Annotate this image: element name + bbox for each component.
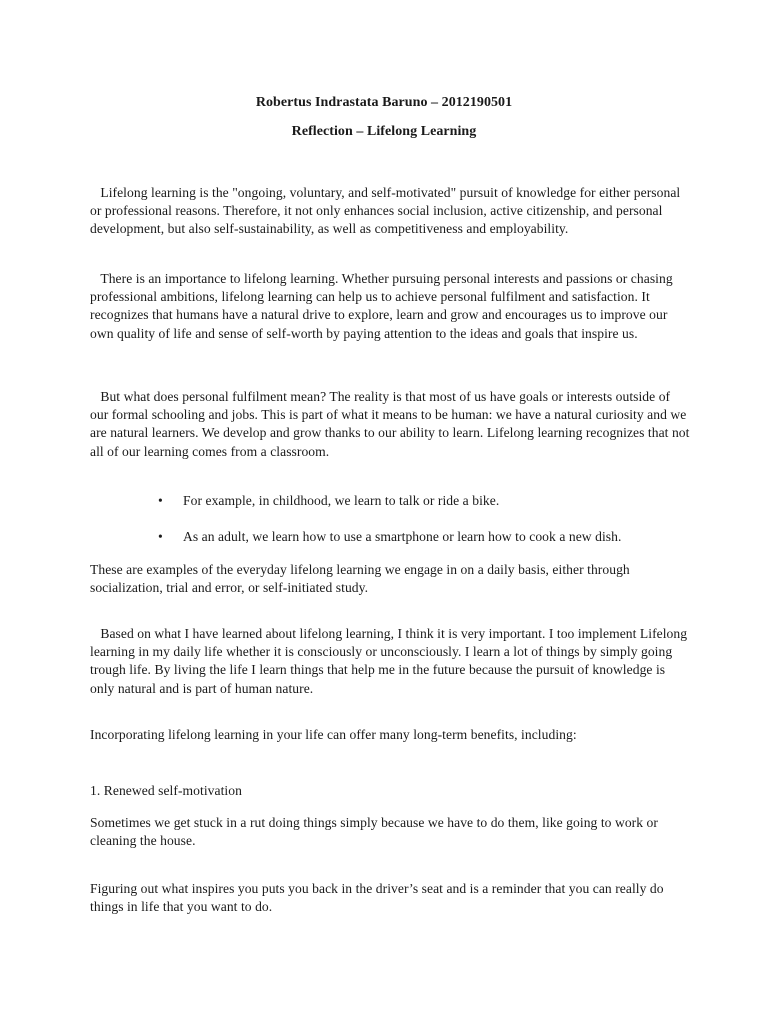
- paragraph-inspiration: Figuring out what inspires you puts you back in the driver’s seat and is a reminder that you can really do things in life that you want to do.: [90, 881, 664, 915]
- bullet-symbol: •: [158, 493, 163, 508]
- paragraph-reflection: Based on what I have learned about lifelong learning, I think it is very important. I too implement Lifelong learning in my daily life whether it is consciously or unconsciously. I learn a lot of things by simply going trough life. By living the life I learn things that help me in the future because the pursuit of knowledge is only natural and is part of human nature.: [90, 626, 688, 696]
- paragraph-examples: These are examples of the everyday lifelong learning we engage in on a daily basis, either through socialization, trial and error, or self-initiated study.: [90, 562, 630, 596]
- bullet-text: For example, in childhood, we learn to talk or ride a bike.: [183, 493, 500, 508]
- benefit-heading: 1. Renewed self-motivation: [90, 783, 242, 798]
- title-heading: Reflection – Lifelong Learning: [291, 124, 477, 139]
- paragraph-benefits-intro: Incorporating lifelong learning in your life can offer many long-term benefits, including:: [90, 727, 577, 742]
- author-heading: Robertus Indrastata Baruno – 2012190501: [255, 95, 513, 110]
- paragraph-fulfilment: But what does personal fulfilment mean? The reality is that most of us have goals or interests outside of our formal schooling and jobs. This is part of what it means to be human: we have a natural curiosity and we are natural learners. We develop and grow thanks to our ability to learn. Lifelong learning recognizes that not all of our learning comes from a classroom.: [90, 389, 690, 459]
- bullet-symbol: •: [158, 529, 163, 544]
- paragraph-rut: Sometimes we get stuck in a rut doing things simply because we have to do them, like going to work or cleaning the house.: [90, 815, 658, 849]
- paragraph-definition: Lifelong learning is the "ongoing, voluntary, and self-motivated" pursuit of knowledge for either personal or professional reasons. Therefore, it not only enhances social inclusion, active citizenship, and personal development, but also self-sustainability, as well as competitiveness and employability.: [90, 185, 681, 237]
- bullet-text: As an adult, we learn how to use a smartphone or learn how to cook a new dish.: [183, 529, 622, 544]
- paragraph-importance: There is an importance to lifelong learning. Whether pursuing personal interests and passions or chasing professional ambitions, lifelong learning can help us to achieve personal fulfilment and satisfaction. It recognizes that humans have a natural drive to explore, learn and grow and encourages us to improve our own quality of life and sense of self-worth by paying attention to the ideas and goals that inspire us.: [90, 271, 673, 341]
